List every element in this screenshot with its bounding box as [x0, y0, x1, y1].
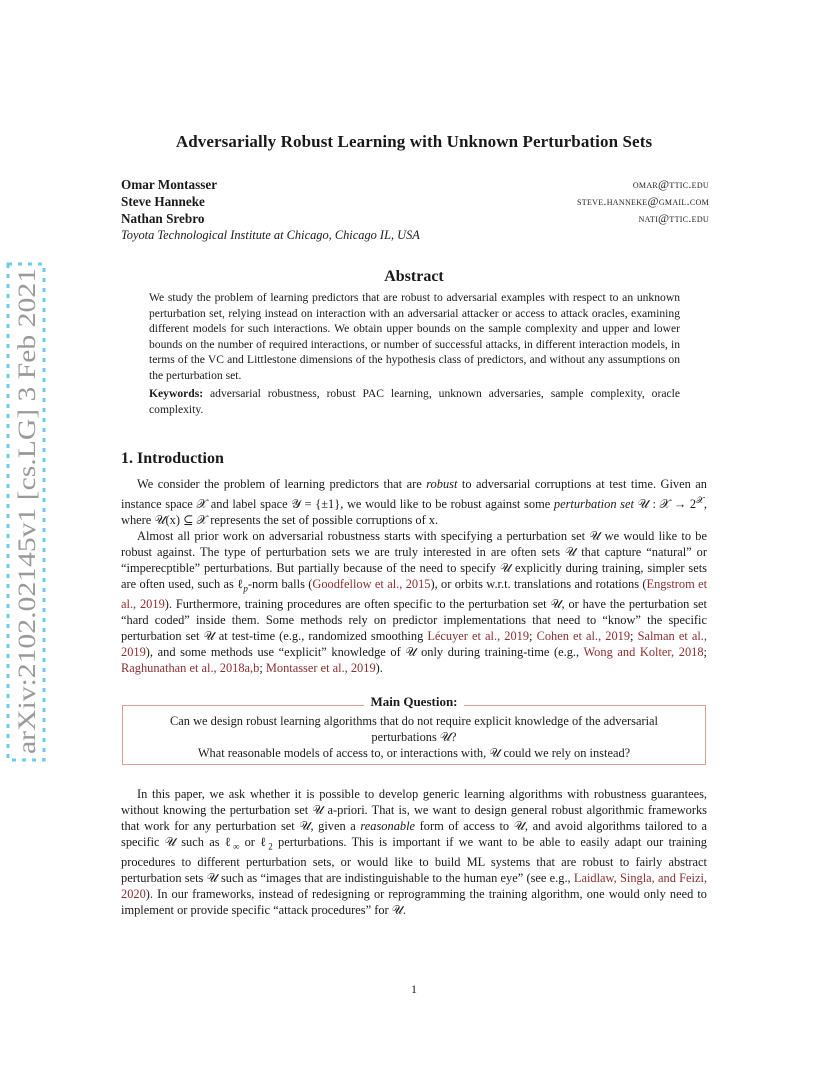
paper-title: Adversarially Robust Learning with Unknown Perturbation Sets: [175, 132, 653, 151]
citation-link[interactable]: Raghunathan et al., 2018a,b: [121, 660, 260, 675]
author-row: [121, 176, 709, 193]
keywords-text: adversarial robustness, robust PAC learning, unknown adversaries, sample complexity, oracle complexity.: [149, 387, 680, 416]
arxiv-id: arXiv:2102.02145v1 [cs.LG] 3 Feb 2021: [14, 344, 41, 754]
abstract-text: We study the problem of learning predictors that are robust to adversarial examples with respect to an unknown perturbation set, relying instead on interaction with an adversarial attacker or access to attack oracles, examining different models for such interactions. We obtain upper bounds on the sample complexity and upper and lower bounds on the number of required interactions, or number of successful attacks, in different interaction models, in terms of the VC and Littlestone dimensions of the hypothesis class of predictors, and without any assumptions on the perturbation set.: [149, 291, 680, 382]
text-run: Almost all prior work on adversarial robustness starts with specifying a perturbation set 𝒰 we would like to be robust against. The type of perturbation sets we are truly interested in are often sets 𝒰 that capture “natural” or “imperecptible” perturbations. But partially because of the need to specify 𝒰 explicitly during training, simpler sets are often used, such as ℓ: [121, 528, 707, 591]
emphasis: reasonable: [360, 818, 416, 833]
paragraph-1: [121, 477, 707, 529]
text-run: or ℓ: [239, 834, 269, 849]
text-run: perturbations. This is important if we want to be able to easily adapt our training procedures to different perturbation sets, or would like to build ML systems that are robust to fairly abstract perturbation sets 𝒰 such as “images that are indistinguishable to the human eye” (see e.g.,: [121, 834, 708, 885]
citation-link[interactable]: Lécuyer et al., 2019: [427, 628, 530, 643]
page-number: 1: [411, 982, 417, 996]
text-run: In this paper, we ask whether it is possible to develop generic learning algorithms with robustness guarantees, without knowing the perturbation set 𝒰 a-priori. That is, we want to design general robust algorithmic frameworks that work for any perturbation set 𝒰, given a: [121, 787, 707, 833]
author-email: omar@ttic.edu: [632, 177, 709, 191]
author-name: Steve Hanneke: [121, 194, 205, 209]
text-run: ). In our frameworks, instead of redesigning or reprogramming the training algorithm, one would only need to implement or provide specific “attack procedures” for 𝒰.: [121, 886, 707, 917]
keywords: [149, 386, 680, 417]
citation-link[interactable]: Cohen et al., 2019: [536, 628, 631, 643]
author-email: steve.hanneke@gmail.com: [577, 194, 709, 208]
paragraph-2: [121, 529, 707, 677]
text-run: 𝒰 : 𝒳 → 2: [633, 497, 697, 512]
text-run: We consider the problem of learning predictors that are: [137, 477, 427, 491]
citation-link[interactable]: Wong and Kolter, 2018: [583, 644, 704, 659]
citation-link[interactable]: Laidlaw, Singla, and Feizi, 2020: [121, 871, 707, 901]
text-run: ). Furthermore, training procedures are often specific to the perturbation set 𝒰, or have the perturbation set “hard coded” inside them. Some methods rely on predictor implementations that need to “know” the specific perturbation set 𝒰 at test-time (e.g., randomized smoothing: [121, 596, 707, 643]
citation-link[interactable]: Salman et al., 2019: [121, 628, 707, 659]
text-run: ;: [630, 628, 638, 643]
text-run: ).: [375, 660, 383, 675]
citation-link[interactable]: Engstrom et al., 2019: [121, 576, 708, 611]
intro-paragraph-3-wrap: [121, 787, 707, 919]
text-run: ), or orbits w.r.t. translations and rotations (: [430, 576, 647, 591]
text-run: form of access to 𝒰, and avoid algorithms tailored to a specific 𝒰 such as ℓ: [121, 818, 707, 849]
text-run: to adversarial corruptions at test time. Given an instance space 𝒳 and label space 𝒴 = {±1}, we would like to be robust against some: [121, 477, 707, 512]
subscript: ∞: [232, 841, 240, 852]
affiliation: Toyota Technological Institute at Chicago, Chicago IL, USA: [121, 228, 420, 242]
text-run: -norm balls (: [247, 576, 313, 591]
emphasis: perturbation set: [553, 497, 634, 512]
main-question-line: What reasonable models of access to, or interactions with, 𝒰 could we rely on instead?: [197, 746, 631, 760]
main-question-line: Can we design robust learning algorithms that do not require explicit knowledge of the adversarial perturbations 𝒰?: [170, 714, 658, 744]
text-run: ), and some methods use “explicit” knowledge of 𝒰 only during training-time (e.g.,: [145, 644, 584, 659]
author-block: [121, 176, 709, 244]
intro-paragraphs: [121, 477, 707, 676]
author-name: Omar Montasser: [121, 177, 218, 192]
superscript: 𝒳: [696, 494, 704, 505]
abstract-heading: Abstract: [384, 268, 444, 285]
subscript: p: [243, 583, 248, 594]
author-row: [121, 210, 709, 227]
text-run: ;: [529, 628, 537, 643]
abstract: [149, 290, 680, 417]
citation-link[interactable]: Goodfellow et al., 2015: [312, 576, 431, 591]
arxiv-stamp: [6, 262, 46, 762]
paragraph-3: [121, 787, 707, 919]
citation-link[interactable]: Montasser et al., 2019: [265, 660, 376, 675]
text-run: ;: [259, 660, 266, 675]
text-run: , where 𝒰(x) ⊆ 𝒳 represents the set of possible corruptions of x.: [121, 497, 707, 527]
main-question-text: [122, 713, 706, 761]
author-row: [121, 193, 709, 210]
main-question-heading: Main Question:: [364, 694, 463, 709]
author-email: nati@ttic.edu: [638, 211, 709, 225]
section-heading: 1. Introduction: [121, 450, 224, 467]
emphasis: robust: [426, 477, 458, 491]
main-question-heading-wrap: [0, 694, 828, 710]
keywords-label: Keywords:: [149, 387, 204, 400]
text-run: ;: [703, 644, 707, 659]
subscript: 2: [268, 841, 273, 852]
author-name: Nathan Srebro: [121, 211, 205, 226]
